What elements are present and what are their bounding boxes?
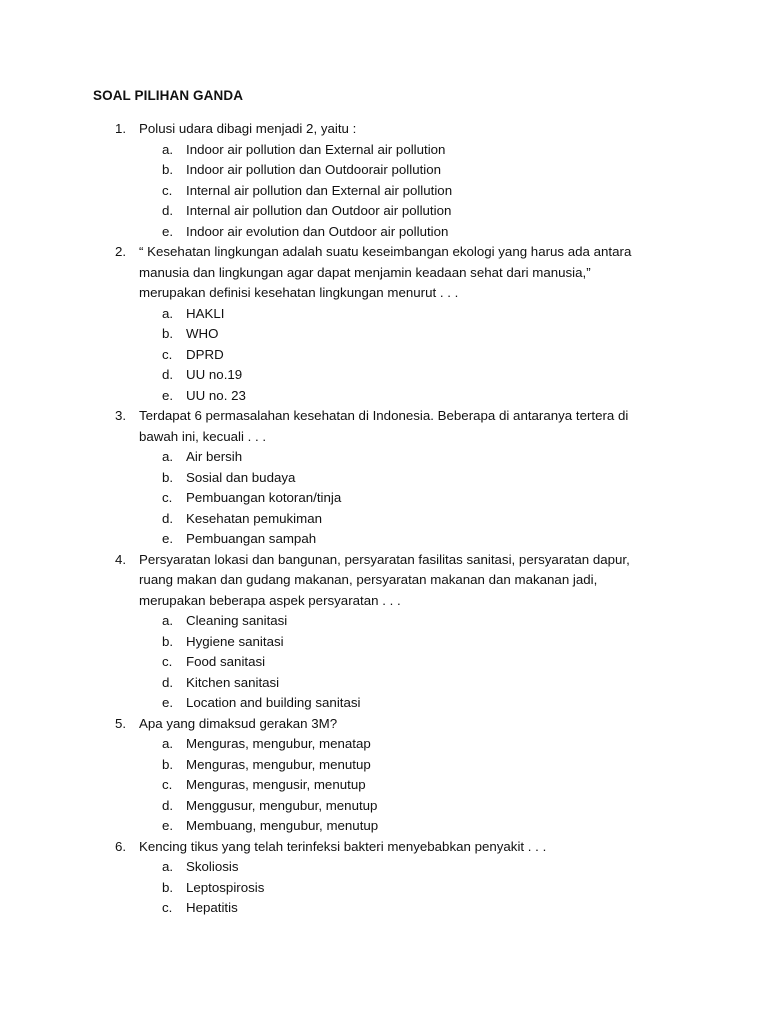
question-line	[0, 427, 768, 448]
answer-option	[0, 673, 768, 694]
question-line	[0, 263, 768, 284]
answer-option	[0, 160, 768, 181]
question-text: Polusi udara dibagi menjadi 2, yaitu :	[139, 121, 357, 136]
option-text: Menguras, mengubur, menatap	[186, 736, 371, 751]
question-text: merupakan definisi kesehatan lingkungan menurut . . .	[139, 285, 459, 300]
question-text: Terdapat 6 permasalahan kesehatan di Indonesia. Beberapa di antaranya tertera di	[139, 408, 629, 423]
option-text: Leptospirosis	[186, 879, 265, 895]
question-number: 3.	[115, 408, 127, 423]
option-letter: e.	[162, 223, 174, 239]
question-line	[0, 242, 768, 263]
answer-option	[0, 796, 768, 817]
option-letter: e.	[162, 531, 174, 546]
answer-option	[0, 222, 768, 243]
option-letter: a.	[162, 305, 174, 321]
option-letter: e.	[162, 695, 174, 710]
option-text: Membuang, mengubur, menutup	[186, 818, 379, 833]
answer-option	[0, 488, 768, 509]
question-line	[0, 283, 768, 304]
option-text: Cleaning sanitasi	[186, 613, 288, 628]
answer-option	[0, 324, 768, 345]
option-text: Menguras, mengubur, menutup	[186, 756, 371, 772]
question-text: Apa yang dimaksud gerakan 3M?	[139, 715, 338, 731]
answer-option	[0, 611, 768, 632]
option-text: UU no. 23	[186, 387, 246, 403]
option-letter: e.	[162, 387, 174, 403]
option-letter: b.	[162, 879, 174, 895]
answer-option	[0, 693, 768, 714]
answer-option	[0, 857, 768, 878]
question-list	[0, 119, 768, 919]
question-item	[0, 406, 768, 550]
question-item	[0, 714, 768, 837]
option-text: Indoor air pollution dan Outdoorair pollution	[186, 162, 442, 177]
answer-option	[0, 734, 768, 755]
question-line	[0, 837, 768, 858]
option-letter: c.	[162, 490, 173, 505]
option-text: Location and building sanitasi	[186, 695, 361, 710]
option-letter: a.	[162, 613, 174, 628]
option-letter: a.	[162, 736, 174, 751]
question-line	[0, 550, 768, 571]
question-item	[0, 837, 768, 919]
question-line	[0, 714, 768, 735]
question-text: “ Kesehatan lingkungan adalah suatu keseimbangan ekologi yang harus ada antara	[139, 244, 632, 259]
option-text: Internal air pollution dan External air pollution	[186, 182, 453, 198]
answer-option	[0, 755, 768, 776]
option-text: WHO	[186, 326, 219, 341]
question-number: 2.	[115, 244, 127, 259]
option-text: HAKLI	[186, 305, 225, 321]
option-letter: b.	[162, 326, 174, 341]
question-number: 6.	[115, 838, 127, 854]
question-text: Kencing tikus yang telah terinfeksi bakteri menyebabkan penyakit . . .	[139, 838, 547, 854]
question-number: 1.	[115, 121, 127, 136]
option-text: Skoliosis	[186, 859, 239, 874]
option-letter: a.	[162, 859, 174, 874]
option-letter: b.	[162, 633, 174, 649]
option-letter: c.	[162, 346, 173, 362]
option-text: Hygiene sanitasi	[186, 633, 284, 649]
question-item	[0, 550, 768, 714]
question-text: manusia dan lingkungan agar dapat menjamin keadaan sehat dari manusia,”	[139, 264, 591, 280]
option-text: Kitchen sanitasi	[186, 674, 280, 690]
answer-option	[0, 775, 768, 796]
question-item	[0, 242, 768, 406]
question-item	[0, 119, 768, 242]
option-text: UU no.19	[186, 367, 243, 382]
option-letter: b.	[162, 162, 174, 177]
option-text: Indoor air evolution dan Outdoor air pollution	[186, 223, 449, 239]
answer-option	[0, 509, 768, 530]
option-text: Food sanitasi	[186, 654, 266, 669]
option-text: Air bersih	[186, 449, 243, 464]
option-letter: b.	[162, 756, 174, 772]
option-letter: d.	[162, 674, 174, 690]
answer-option	[0, 878, 768, 899]
option-letter: e.	[162, 818, 174, 833]
option-letter: d.	[162, 797, 174, 813]
question-number: 4.	[115, 551, 127, 567]
option-letter: c.	[162, 900, 173, 915]
question-line	[0, 591, 768, 612]
option-letter: c.	[162, 777, 173, 792]
question-text: ruang makan dan gudang makanan, persyaratan makanan dan makanan jadi,	[139, 572, 598, 587]
option-text: Pembuangan kotoran/tinja	[186, 490, 342, 505]
question-text: merupakan beberapa aspek persyaratan . . .	[139, 592, 401, 608]
option-text: Internal air pollution dan Outdoor air pollution	[186, 203, 452, 218]
question-text: bawah ini, kecuali . . .	[139, 428, 267, 444]
answer-option	[0, 386, 768, 407]
answer-option	[0, 898, 768, 919]
option-text: Kesehatan pemukiman	[186, 510, 323, 526]
question-line	[0, 119, 768, 140]
answer-option	[0, 529, 768, 550]
option-letter: a.	[162, 449, 174, 464]
option-letter: a.	[162, 141, 174, 157]
option-letter: d.	[162, 510, 174, 526]
answer-option	[0, 181, 768, 202]
answer-option	[0, 447, 768, 468]
option-text: DPRD	[186, 346, 224, 362]
option-text: Pembuangan sampah	[186, 531, 317, 546]
option-text: Indoor air pollution dan External air pollution	[186, 141, 446, 157]
document-title: SOAL PILIHAN GANDA	[93, 88, 244, 103]
question-text: Persyaratan lokasi dan bangunan, persyaratan fasilitas sanitasi, persyaratan dapur,	[139, 551, 630, 567]
answer-option	[0, 201, 768, 222]
option-text: Sosial dan budaya	[186, 469, 296, 485]
answer-option	[0, 632, 768, 653]
question-line	[0, 570, 768, 591]
question-line	[0, 406, 768, 427]
answer-option	[0, 365, 768, 386]
option-letter: c.	[162, 182, 173, 198]
answer-option	[0, 816, 768, 837]
option-text: Hepatitis	[186, 900, 238, 915]
option-text: Menggusur, mengubur, menutup	[186, 797, 378, 813]
option-letter: d.	[162, 367, 174, 382]
answer-option	[0, 468, 768, 489]
option-letter: c.	[162, 654, 173, 669]
question-number: 5.	[115, 715, 127, 731]
option-letter: b.	[162, 469, 174, 485]
answer-option	[0, 304, 768, 325]
option-text: Menguras, mengusir, menutup	[186, 777, 366, 792]
answer-option	[0, 652, 768, 673]
answer-option	[0, 140, 768, 161]
answer-option	[0, 345, 768, 366]
option-letter: d.	[162, 203, 174, 218]
